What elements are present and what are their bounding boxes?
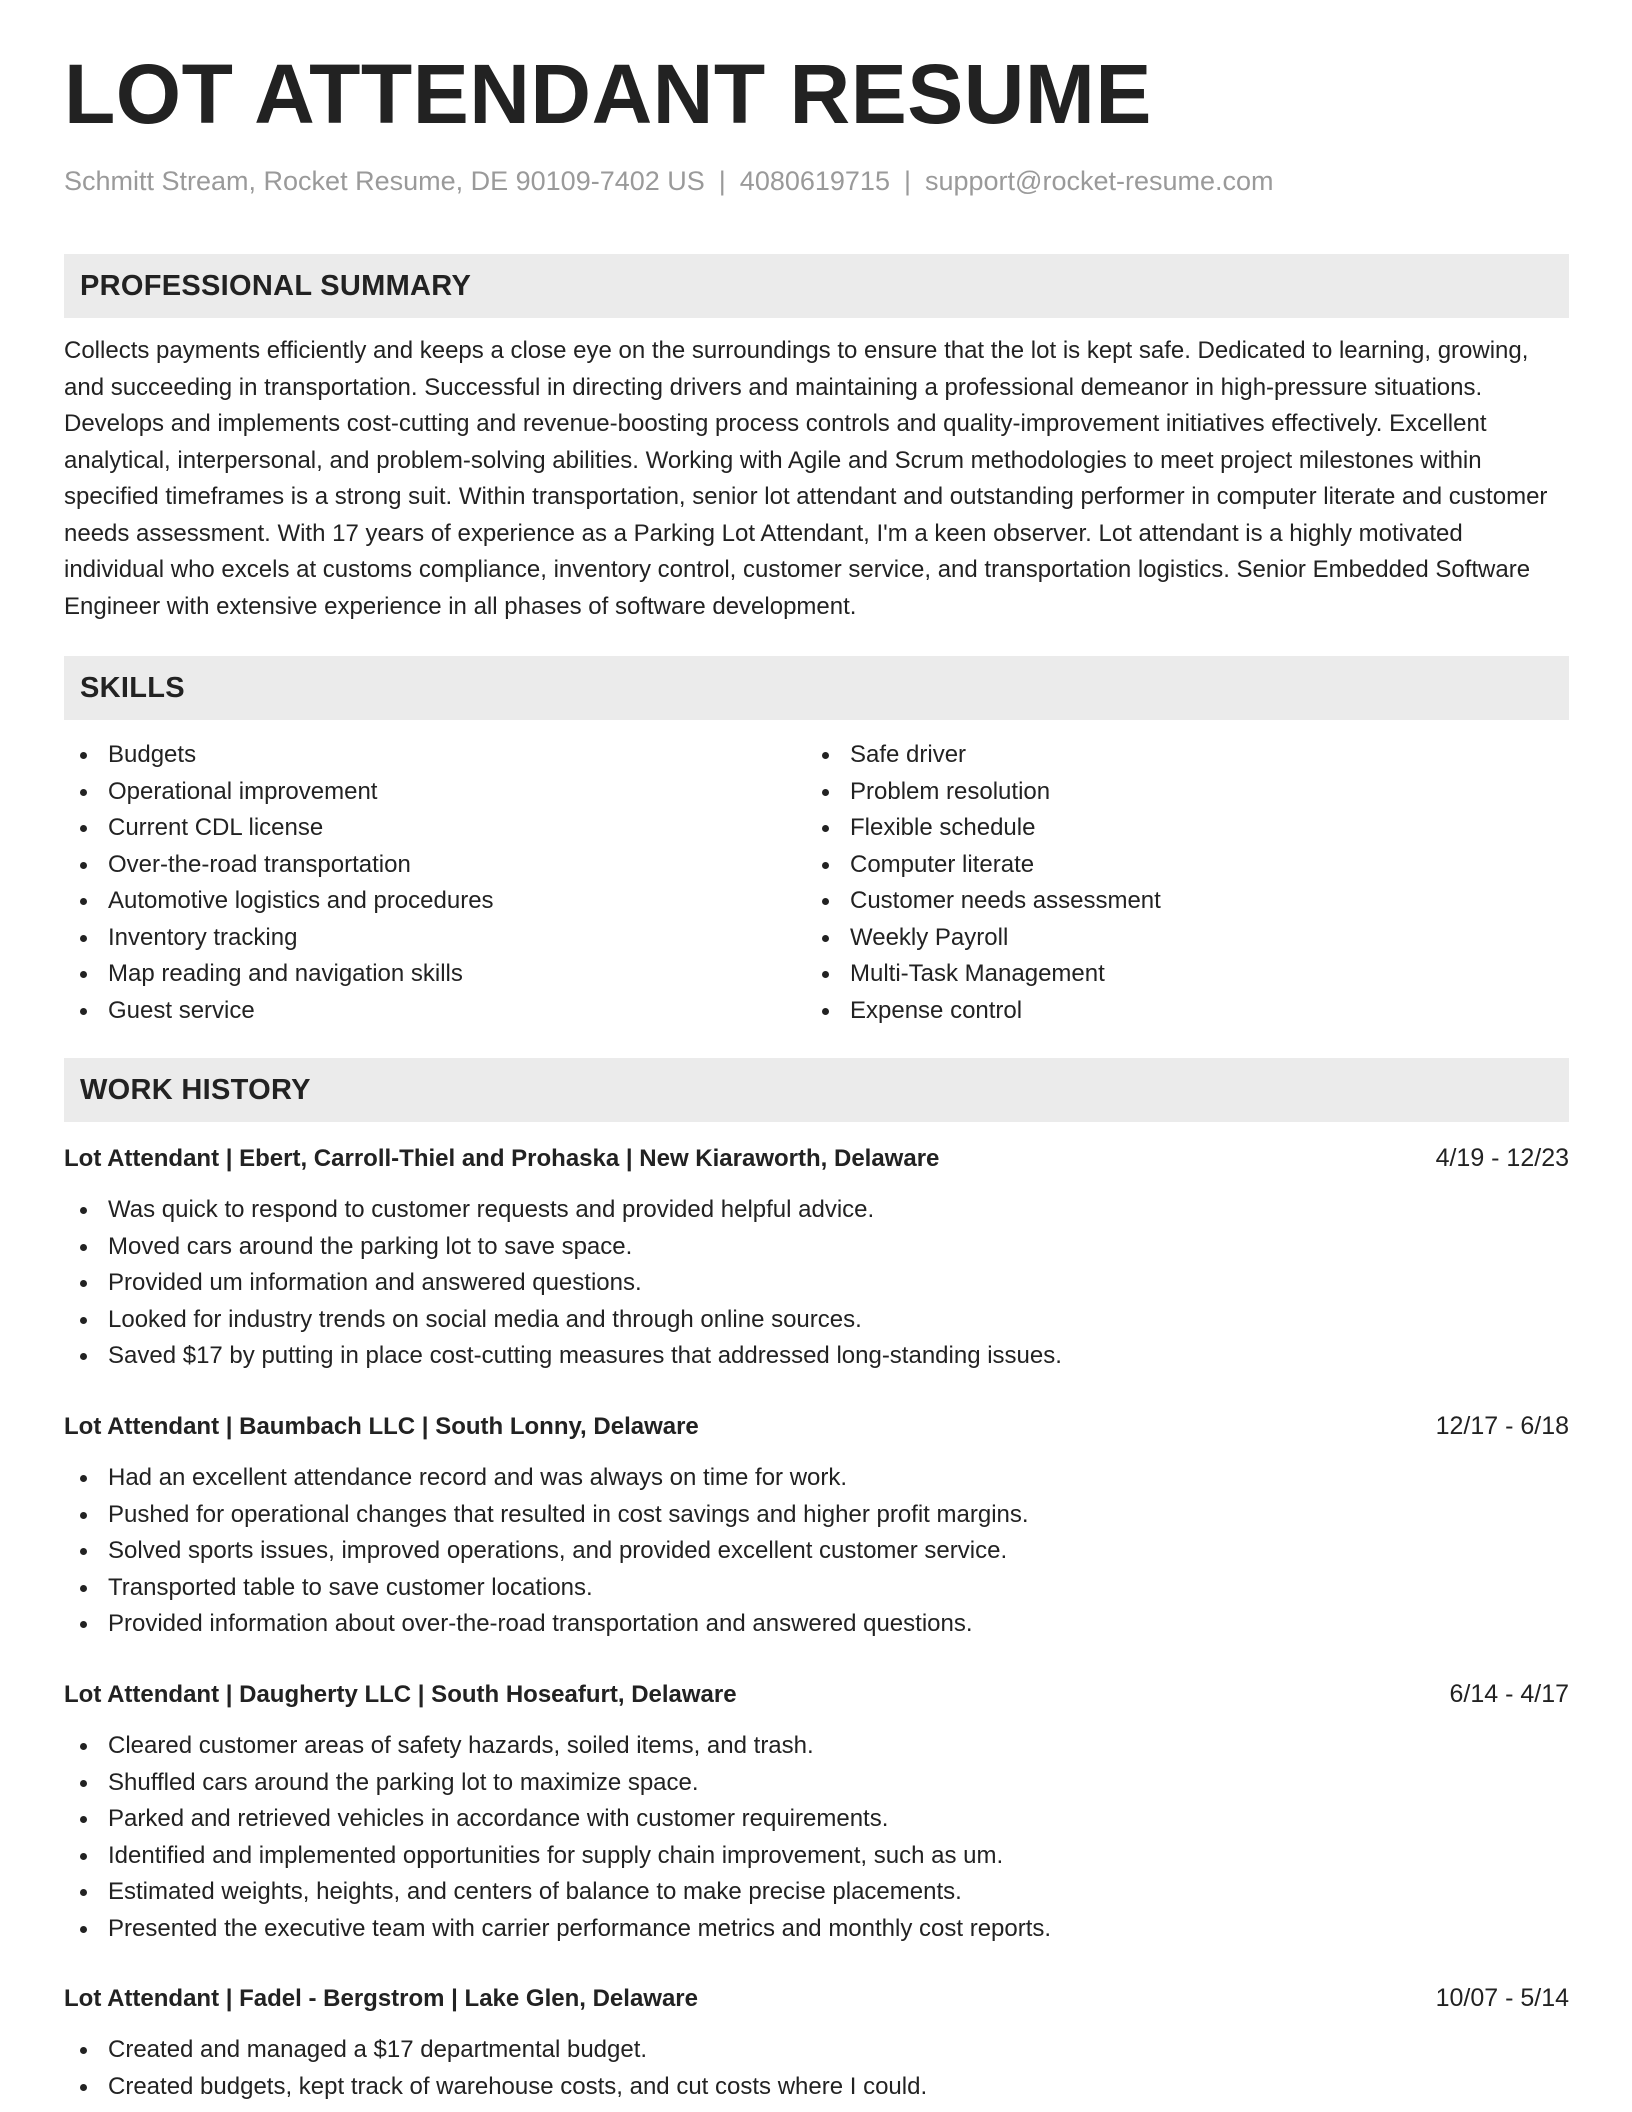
contact-line (64, 168, 1274, 195)
skill-item: Computer literate (806, 847, 1548, 884)
skill-item: Multi-Task Management (806, 956, 1548, 993)
job-entry (64, 1140, 1569, 1375)
job-duties (64, 1728, 1569, 1947)
job-duty: Estimated weights, heights, and centers of balance to make precise placements. (64, 1874, 1569, 1911)
skill-item: Automotive logistics and procedures (64, 883, 806, 920)
job-entry (64, 1676, 1569, 1947)
skill-item: Budgets (64, 737, 806, 774)
summary-text: Collects payments efficiently and keeps a close eye on the surroundings to ensure that the lot is kept safe. Dedicated to learning, growing, and succeeding in transportation. Successful in directing drivers and maintaining a professional demeanor in high-pressure situations. Develops and implements cost-cutting and revenue-boosting process controls and quality-improvement initiatives effectively. Excellent analytical, interpersonal, and problem-solving abilities. Working with Agile and Scrum methodologies to meet project milestones within specified timeframes is a strong suit. Within transportation, senior lot attendant and outstanding performer in computer literate and customer needs assessment. With 17 years of experience as a Parking Lot Attendant, I'm a keen observer. Lot attendant is a highly motivated individual who excels at customs compliance, inventory control, customer service, and transportation logistics. Senior Embedded Software Engineer with extensive experience in all phases of software development. (64, 337, 1548, 620)
skills-column-right (806, 737, 1548, 1029)
job-header (64, 1980, 1569, 2016)
job-duty: Solved sports issues, improved operations, and provided excellent customer service. (64, 1533, 1569, 1570)
job-duties (64, 1460, 1569, 1643)
skill-item: Expense control (806, 993, 1548, 1030)
job-duty: Had an excellent attendance record and was always on time for work. (64, 1460, 1569, 1497)
contact-email: support@rocket-resume.com (924, 166, 1274, 196)
job-dates: 6/14 - 4/17 (1449, 1680, 1569, 1708)
job-duty: Saved $17 by putting in place cost-cutting measures that addressed long-standing issues. (64, 1338, 1569, 1375)
job-duty: Provided um information and answered questions. (64, 1265, 1569, 1302)
contact-separator: | (903, 166, 911, 196)
contact-separator: | (718, 166, 726, 196)
job-header (64, 1676, 1569, 1712)
job-title: Lot Attendant | Daugherty LLC | South Hoseafurt, Delaware (64, 1681, 737, 1708)
job-title: Lot Attendant | Ebert, Carroll-Thiel and Prohaska | New Kiaraworth, Delaware (64, 1145, 940, 1172)
skill-item: Over-the-road transportation (64, 847, 806, 884)
job-duty: Looked for industry trends on social media and through online sources. (64, 1302, 1569, 1339)
skills-column-left (64, 737, 806, 1029)
job-dates: 10/07 - 5/14 (1435, 1984, 1569, 2012)
skill-item: Inventory tracking (64, 920, 806, 957)
skill-item: Safe driver (806, 737, 1548, 774)
skill-item: Map reading and navigation skills (64, 956, 806, 993)
job-duty: Shuffled cars around the parking lot to maximize space. (64, 1765, 1569, 1802)
page-title: LOT ATTENDANT RESUME (64, 47, 1152, 141)
skill-item: Customer needs assessment (806, 883, 1548, 920)
section-heading-summary: PROFESSIONAL SUMMARY (64, 254, 1569, 318)
skill-item: Guest service (64, 993, 806, 1030)
job-dates: 12/17 - 6/18 (1435, 1412, 1569, 1440)
job-duty: Moved cars around the parking lot to save space. (64, 1229, 1569, 1266)
skill-item: Weekly Payroll (806, 920, 1548, 957)
contact-address: Schmitt Stream, Rocket Resume, DE 90109-7402 US (64, 166, 705, 196)
skill-item: Flexible schedule (806, 810, 1548, 847)
skill-item: Operational improvement (64, 774, 806, 811)
job-duty: Identified and implemented opportunities for supply chain improvement, such as um. (64, 1838, 1569, 1875)
section-heading-work-history: WORK HISTORY (64, 1058, 1569, 1122)
job-duty: Parked and retrieved vehicles in accordance with customer requirements. (64, 1801, 1569, 1838)
skill-item: Current CDL license (64, 810, 806, 847)
job-entry (64, 1980, 1569, 2105)
job-header (64, 1140, 1569, 1176)
skills-list (64, 737, 1569, 1029)
job-duties (64, 2032, 1569, 2105)
job-header (64, 1408, 1569, 1444)
job-duty: Transported table to save customer locations. (64, 1570, 1569, 1607)
contact-phone: 4080619715 (739, 166, 890, 196)
job-duty: Cleared customer areas of safety hazards, soiled items, and trash. (64, 1728, 1569, 1765)
job-duty: Created budgets, kept track of warehouse costs, and cut costs where I could. (64, 2069, 1569, 2106)
job-entry (64, 1408, 1569, 1643)
section-heading-skills: SKILLS (64, 656, 1569, 720)
job-duty: Was quick to respond to customer requests and provided helpful advice. (64, 1192, 1569, 1229)
job-duty: Presented the executive team with carrier performance metrics and monthly cost reports. (64, 1911, 1569, 1948)
job-dates: 4/19 - 12/23 (1435, 1144, 1569, 1172)
job-duty: Provided information about over-the-road transportation and answered questions. (64, 1606, 1569, 1643)
skill-item: Problem resolution (806, 774, 1548, 811)
job-duty: Pushed for operational changes that resulted in cost savings and higher profit margins. (64, 1497, 1569, 1534)
job-duties (64, 1192, 1569, 1375)
job-title: Lot Attendant | Baumbach LLC | South Lonny, Delaware (64, 1413, 699, 1440)
job-title: Lot Attendant | Fadel - Bergstrom | Lake Glen, Delaware (64, 1985, 698, 2012)
job-duty: Created and managed a $17 departmental budget. (64, 2032, 1569, 2069)
